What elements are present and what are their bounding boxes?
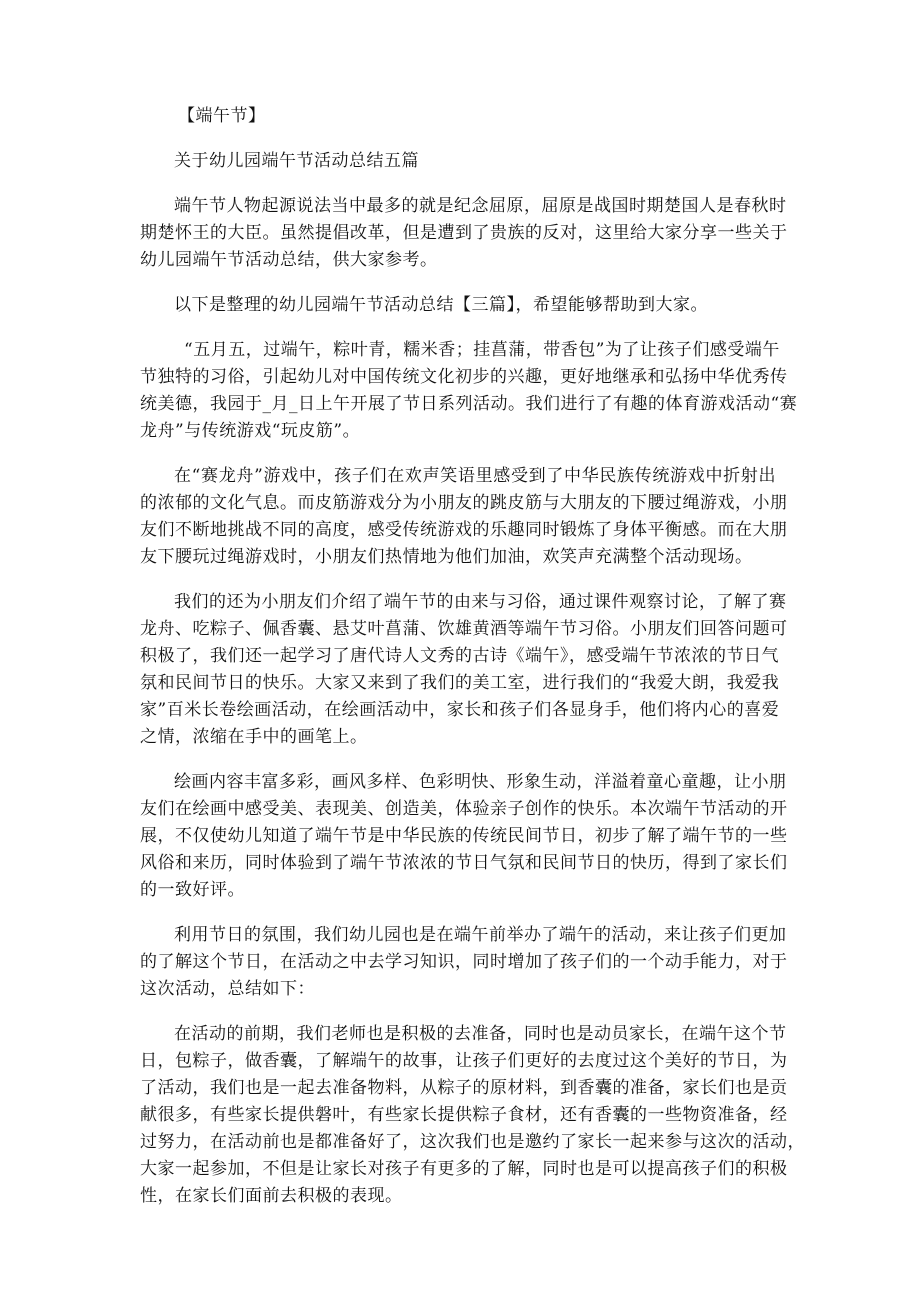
paragraph-line: 日，包粽子，做香囊，了解端午的故事，让孩子们更好的去度过这个美好的节日，为 <box>140 1051 788 1071</box>
paragraph-line: 节独特的习俗，引起幼儿对中国传统文化初步的兴趣，更好地继承和弘扬中华优秀传 <box>140 367 788 387</box>
paragraph-line: 幼儿园端午节活动总结，供大家参考。 <box>140 250 438 270</box>
paragraph-line: 大家一起参加，不但是让家长对孩子有更多的了解，同时也是可以提高孩子们的积极 <box>140 1159 788 1179</box>
document-title: 关于幼儿园端午节活动总结五篇 <box>174 151 419 171</box>
paragraph-activity-intro <box>140 337 798 445</box>
paragraph-line: 绘画内容丰富多彩，画风多样、色彩明快、形象生动，洋溢着童心童趣，让小朋 <box>174 772 787 792</box>
paragraph-line: 这次活动，总结如下： <box>140 979 315 999</box>
paragraph-line: 在活动的前期，我们老师也是积极的去准备，同时也是动员家长，在端午这个节 <box>174 1024 787 1044</box>
paragraph-line: 友们在绘画中感受美、表现美、创造美，体验亲子创作的快乐。本次端午节活动的开 <box>140 799 788 819</box>
paragraph-line: 的浓郁的文化气息。而皮筋游戏分为小朋友的跳皮筋与大朋友的下腰过绳游戏，小朋 <box>140 493 788 513</box>
paragraph-dragon-boat <box>140 463 788 571</box>
paragraph-line: 的了解这个节日，在活动之中去学习知识，同时增加了孩子们的一个动手能力，对于 <box>140 952 788 972</box>
paragraph-line: 龙舟、吃粽子、佩香囊、悬艾叶菖蒲、饮雄黄酒等端午节习俗。小朋友们回答问题可 <box>140 619 788 639</box>
paragraph-line: 我们的还为小朋友们介绍了端午节的由来与习俗，通过课件观察讨论，了解了赛 <box>174 592 787 612</box>
paragraph-line: 献很多，有些家长提供磐叶，有些家长提供粽子食材，还有香囊的一些物资准备，经 <box>140 1105 788 1125</box>
paragraph-painting <box>140 769 788 904</box>
paragraph-line: 积极了，我们还一起学习了唐代诗人文秀的古诗《端午》，感受端午节浓浓的节日气 <box>140 646 779 666</box>
paragraph-line: 氛和民间节日的快乐。大家又来到了我们的美工室，进行我们的“我爱大朗，我爱我 <box>140 673 780 693</box>
paragraph-line: 在“赛龙舟”游戏中，孩子们在欢声笑语里感受到了中华民族传统游戏中折射出 <box>174 466 776 486</box>
paragraph-line: “五月五，过端午，粽叶青，糯米香；挂菖蒲，带香包”为了让孩子们感受端午 <box>184 340 780 360</box>
paragraph-line: 龙舟”与传统游戏“玩皮筋”。 <box>140 421 361 441</box>
paragraph-line: 友下腰玩过绳游戏时，小朋友们热情地为他们加油，欢笑声充满整个活动现场。 <box>140 547 753 567</box>
paragraph-line: 友们不断地挑战不同的高度，感受传统游戏的乐趣同时锻炼了身体平衡感。而在大朋 <box>140 520 788 540</box>
paragraph-line: 端午节人物起源说法当中最多的就是纪念屈原，屈原是战国时期楚国人是春秋时 <box>174 196 787 216</box>
paragraph-line: 展，不仅使幼儿知道了端午节是中华民族的传统民间节日，初步了解了端午节的一些 <box>140 826 788 846</box>
paragraph-preface <box>140 292 776 319</box>
paragraph-line: 期楚怀王的大臣。虽然提倡改革，但是遭到了贵族的反对，这里给大家分享一些关于 <box>140 223 788 243</box>
category-tag: 【端午节】 <box>178 106 266 126</box>
paragraph-preparation <box>140 1021 805 1210</box>
paragraph-line: 性，在家长们面前去积极的表现。 <box>140 1186 403 1206</box>
paragraph-customs <box>140 589 788 751</box>
paragraph-line: 统美德，我园于_月_日上午开展了节日系列活动。我们进行了有趣的体育游戏活动“赛 <box>140 394 798 414</box>
paragraph-line: 利用节日的氛围，我们幼儿园也是在端午前举办了端午的活动，来让孩子们更加 <box>174 925 787 945</box>
paragraph-line: 之情，浓缩在手中的画笔上。 <box>140 727 368 747</box>
paragraph-line: 过努力，在活动前也是都准备好了，这次我们也是邀约了家长一起来参与这次的活动， <box>140 1132 805 1152</box>
paragraph-line: 了活动，我们也是一起去准备物料，从粽子的原材料，到香囊的准备，家长们也是贡 <box>140 1078 788 1098</box>
paragraph-intro <box>140 193 788 274</box>
document-body <box>140 103 805 1210</box>
paragraph-summary-intro <box>140 922 788 1003</box>
paragraph-line: 的一致好评。 <box>140 880 245 900</box>
paragraph-line: 风俗和来历，同时体验到了端午节浓浓的节日气氛和民间节日的快历，得到了家长们 <box>140 853 788 873</box>
paragraph-line: 家”百米长卷绘画活动，在绘画活动中，家长和孩子们各显身手，他们将内心的喜爱 <box>140 700 780 720</box>
paragraph-line: 以下是整理的幼儿园端午节活动总结【三篇】，希望能够帮助到大家。 <box>174 295 708 315</box>
